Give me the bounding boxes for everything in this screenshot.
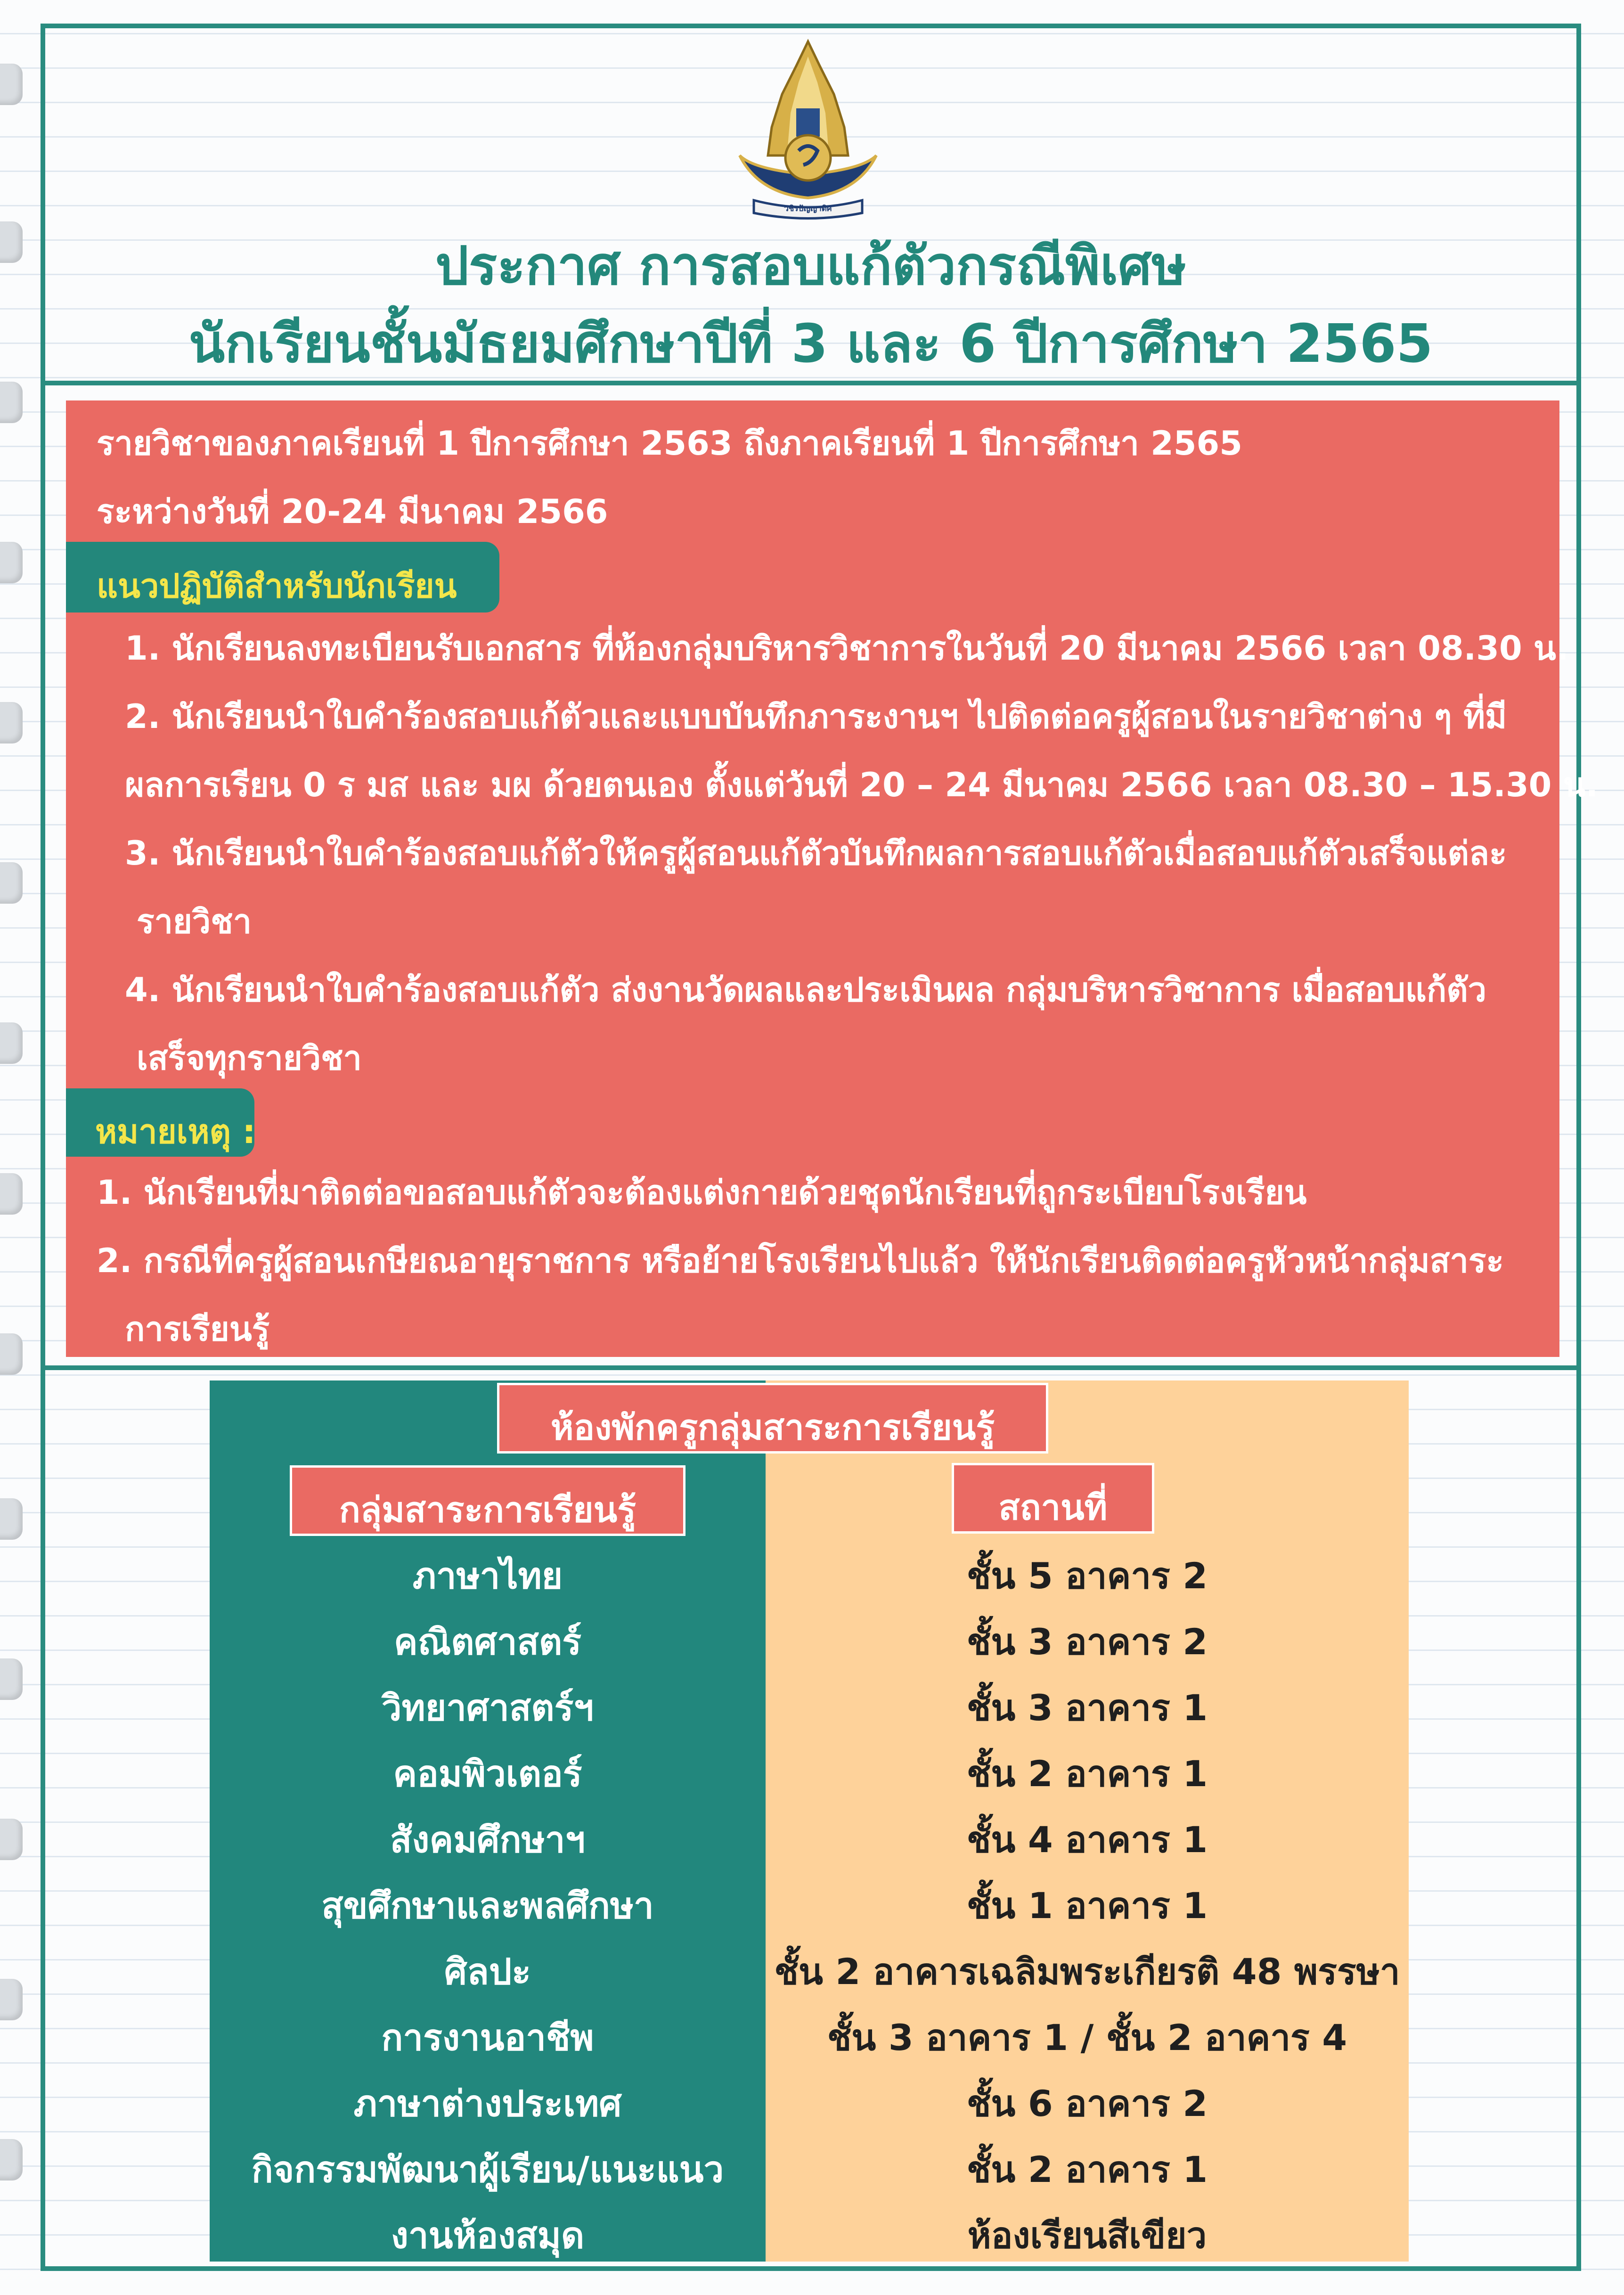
- binder-hole: [0, 862, 23, 904]
- guideline-item: 4. นักเรียนนำใบคำร้องสอบแก้ตัว ส่งงานวัดผลและประเมินผล กลุ่มบริหารวิชาการ เมื่อสอบแก้ตัว: [125, 971, 1487, 1009]
- binder-hole: [0, 1658, 23, 1700]
- binder-hole: [0, 1498, 23, 1540]
- subject-cell: งานห้องสมุด: [391, 2214, 585, 2256]
- note-item: 1. นักเรียนที่มาติดต่อขอสอบแก้ตัวจะต้องแต่งกายด้วยชุดนักเรียนที่ถูกระเบียบโรงเรียน: [97, 1173, 1307, 1212]
- subject-cell: วิทยาศาสตร์ฯ: [381, 1687, 594, 1729]
- subject-cell: คอมพิวเตอร์: [393, 1753, 582, 1795]
- info-line: ระหว่างวันที่ 20-24 มีนาคม 2566: [97, 492, 608, 531]
- place-cell: ชั้น 3 อาคาร 1 / ชั้น 2 อาคาร 4: [827, 2017, 1347, 2058]
- subject-cell: สุขศึกษาและพลศึกษา: [321, 1885, 654, 1927]
- binder-hole: [0, 1333, 23, 1375]
- binder-holes: [0, 0, 28, 2295]
- place-cell: ชั้น 4 อาคาร 1: [966, 1819, 1208, 1861]
- place-cell: ชั้น 2 อาคาร 1: [966, 2148, 1208, 2190]
- guideline-item: 2. นักเรียนนำใบคำร้องสอบแก้ตัวและแบบบันทึกภาระงานฯ ไปติดต่อครูผู้สอนในรายวิชาต่าง ๆ ที่มี: [125, 697, 1507, 736]
- table-divider: [41, 1365, 1581, 1370]
- subject-cell: สังคมศึกษาฯ: [390, 1819, 586, 1861]
- binder-hole: [0, 542, 23, 583]
- place-cell: ชั้น 3 อาคาร 1: [966, 1687, 1208, 1729]
- subject-cell: ศิลปะ: [444, 1951, 531, 1993]
- binder-hole: [0, 702, 23, 743]
- note-item: 2. กรณีที่ครูผู้สอนเกษียณอายุราชการ หรือย้ายโรงเรียนไปแล้ว ให้นักเรียนติดต่อครูหัวหน้ากลุ่มสาระ: [97, 1241, 1504, 1280]
- binder-hole: [0, 64, 23, 105]
- guideline-item: 3. นักเรียนนำใบคำร้องสอบแก้ตัวให้ครูผู้สอนแก้ตัวบันทึกผลการสอบแก้ตัวเมื่อสอบแก้ตัวเสร็จแต่ละ: [125, 834, 1507, 873]
- info-line: รายวิชาของภาคเรียนที่ 1 ปีการศึกษา 2563 ถึงภาคเรียนที่ 1 ปีการศึกษา 2565: [97, 424, 1242, 463]
- subject-cell: ภาษาไทย: [412, 1555, 563, 1597]
- binder-hole: [0, 1022, 23, 1064]
- binder-hole: [0, 221, 23, 263]
- school-crest-icon: [721, 38, 895, 221]
- subject-cell: การงานอาชีพ: [381, 2017, 594, 2058]
- page-title-line1: ประกาศ การสอบแก้ตัวกรณีพิเศษ: [435, 236, 1187, 297]
- crest-caption: วชิรปัญญาดิศ: [784, 204, 832, 213]
- guideline-item: เสร็จทุกรายวิชา: [137, 1039, 362, 1078]
- page-title-line2: นักเรียนชั้นมัธยมศึกษาปีที่ 3 และ 6 ปีการศึกษา 2565: [188, 313, 1433, 375]
- notes-heading: หมายเหตุ :: [66, 1088, 254, 1157]
- note-item: การเรียนรู้: [125, 1310, 270, 1348]
- guideline-item: 1. นักเรียนลงทะเบียนรับเอกสาร ที่ห้องกลุ่มบริหารวิชาการในวันที่ 20 มีนาคม 2566 เวลา 08.30 น.: [125, 629, 1569, 668]
- binder-hole: [0, 1819, 23, 1860]
- guidelines-heading: แนวปฏิบัติสำหรับนักเรียน: [66, 542, 499, 613]
- subject-column-header: กลุ่มสาระการเรียนรู้: [290, 1465, 686, 1536]
- place-cell: ชั้น 6 อาคาร 2: [966, 2083, 1208, 2124]
- binder-hole: [0, 1979, 23, 2020]
- subject-cell: กิจกรรมพัฒนาผู้เรียน/แนะแนว: [251, 2148, 724, 2190]
- binder-hole: [0, 2139, 23, 2181]
- place-cell: ชั้น 3 อาคาร 2: [966, 1621, 1208, 1663]
- subject-cell: ภาษาต่างประเทศ: [353, 2083, 622, 2124]
- binder-hole: [0, 1173, 23, 1215]
- subject-cell: คณิตศาสตร์: [393, 1621, 582, 1663]
- place-column-header: สถานที่: [952, 1463, 1154, 1534]
- place-cell: ชั้น 2 อาคารเฉลิมพระเกียรติ 48 พรรษา: [774, 1951, 1400, 1993]
- guideline-item: ผลการเรียน 0 ร มส และ มผ ด้วยตนเอง ตั้งแต่วันที่ 20 – 24 มีนาคม 2566 เวลา 08.30 – 15.30 น.: [125, 766, 1599, 804]
- place-cell: ห้องเรียนสีเขียว: [967, 2214, 1207, 2256]
- place-cell: ชั้น 5 อาคาร 2: [966, 1555, 1208, 1597]
- place-cell: ชั้น 1 อาคาร 1: [966, 1885, 1208, 1927]
- place-cell: ชั้น 2 อาคาร 1: [966, 1753, 1208, 1795]
- guideline-item: รายวิชา: [137, 902, 252, 941]
- rooms-table-title: ห้องพักครูกลุ่มสาระการเรียนรู้: [497, 1383, 1048, 1454]
- binder-hole: [0, 382, 23, 423]
